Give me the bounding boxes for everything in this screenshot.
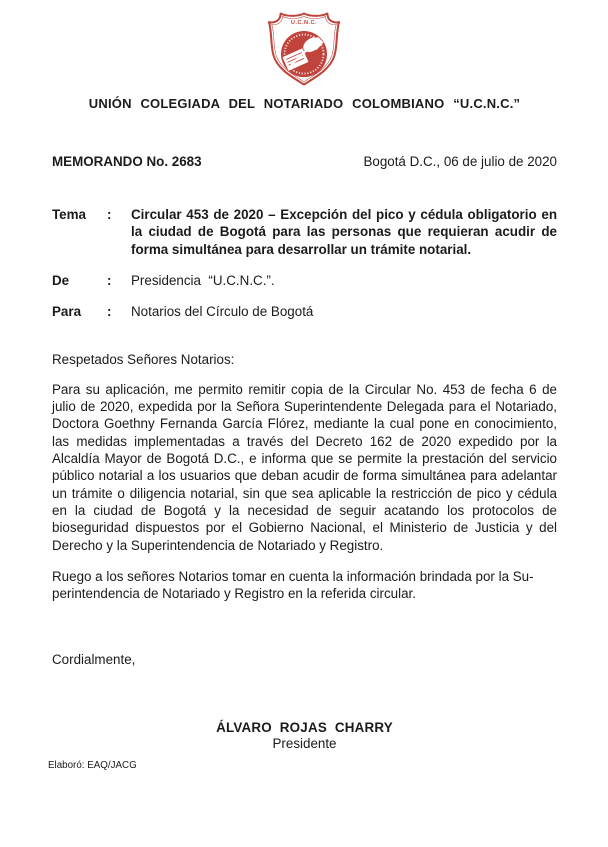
- city-date: Bogotá D.C., 06 de julio de 2020: [363, 154, 557, 169]
- memo-header-row: [52, 154, 557, 169]
- closing: Cordialmente,: [52, 652, 136, 668]
- logo-container: [0, 0, 608, 87]
- de-value: Presidencia “U.C.N.C.”.: [131, 272, 275, 288]
- para-label: Para: [52, 304, 82, 320]
- paragraph-2-line-2: perintendencia de Notariado y Registro en la referida circular.: [52, 586, 416, 602]
- signature-block: [52, 720, 557, 752]
- logo-acronym: U.C.N.C.: [290, 20, 318, 27]
- ucnc-crest-icon: [265, 11, 343, 87]
- tema-label: Tema: [52, 207, 86, 222]
- elaborated-by-note: Elaboró: EAQ/JACG: [48, 760, 137, 771]
- meta-row-tema: [52, 206, 561, 258]
- signature-title: Presidente: [272, 736, 337, 752]
- meta-row-de: [52, 272, 557, 289]
- paragraph-2: [52, 568, 557, 603]
- para-colon: :: [107, 304, 112, 320]
- tema-value: Circular 453 de 2020 – Excepción del pico y cédula obligatorio en la ciudad de Bogotá para las personas que requieran acudir de forma simultánea para desarrollar un trámite notarial.: [131, 207, 561, 257]
- de-label: De: [52, 272, 70, 288]
- de-colon: :: [107, 272, 112, 288]
- document-body: [0, 96, 608, 752]
- memo-number: MEMORANDO No. 2683: [52, 154, 202, 169]
- salutation: Respetados Señores Notarios:: [52, 352, 235, 368]
- paragraph-2-line-1: Ruego a los señores Notarios tomar en cuenta la información brindada por la Su-: [52, 568, 534, 584]
- meta-row-para: [52, 303, 557, 320]
- signature-name: ÁLVARO ROJAS CHARRY: [216, 720, 393, 736]
- paragraph-1: Para su aplicación, me permito remitir copia de la Circular No. 453 de fecha 6 de julio de 2020, expedida por la Señora Superintendente Delegada para el Notariado, Doctora Goethny Fernanda García Flórez, mediante la cual pone en conocimiento, las medidas implementadas a través del Decreto 162 de 2020 expedido por la Alcaldía Mayor de Bogotá D.C., e informa que se permite la prestación del servicio público notarial a los usuarios que deban acudir de forma simultánea para adelantar un trámite o diligencia notarial, sin que sea aplicable la restricción de pico y cédula en la ciudad de Bogotá y la necesidad de seguir acatando los protocolos de bioseguridad dispuestos por el Gobierno Nacional, el Ministerio de Justicia y del Derecho y la Superintendencia de Notariado y Registro.: [52, 381, 557, 553]
- tema-colon: :: [107, 207, 112, 222]
- meta-section: [52, 206, 561, 320]
- para-value: Notarios del Círculo de Bogotá: [131, 304, 314, 320]
- organization-title: UNIÓN COLEGIADA DEL NOTARIADO COLOMBIANO “U.C.N.C.”: [88, 96, 521, 111]
